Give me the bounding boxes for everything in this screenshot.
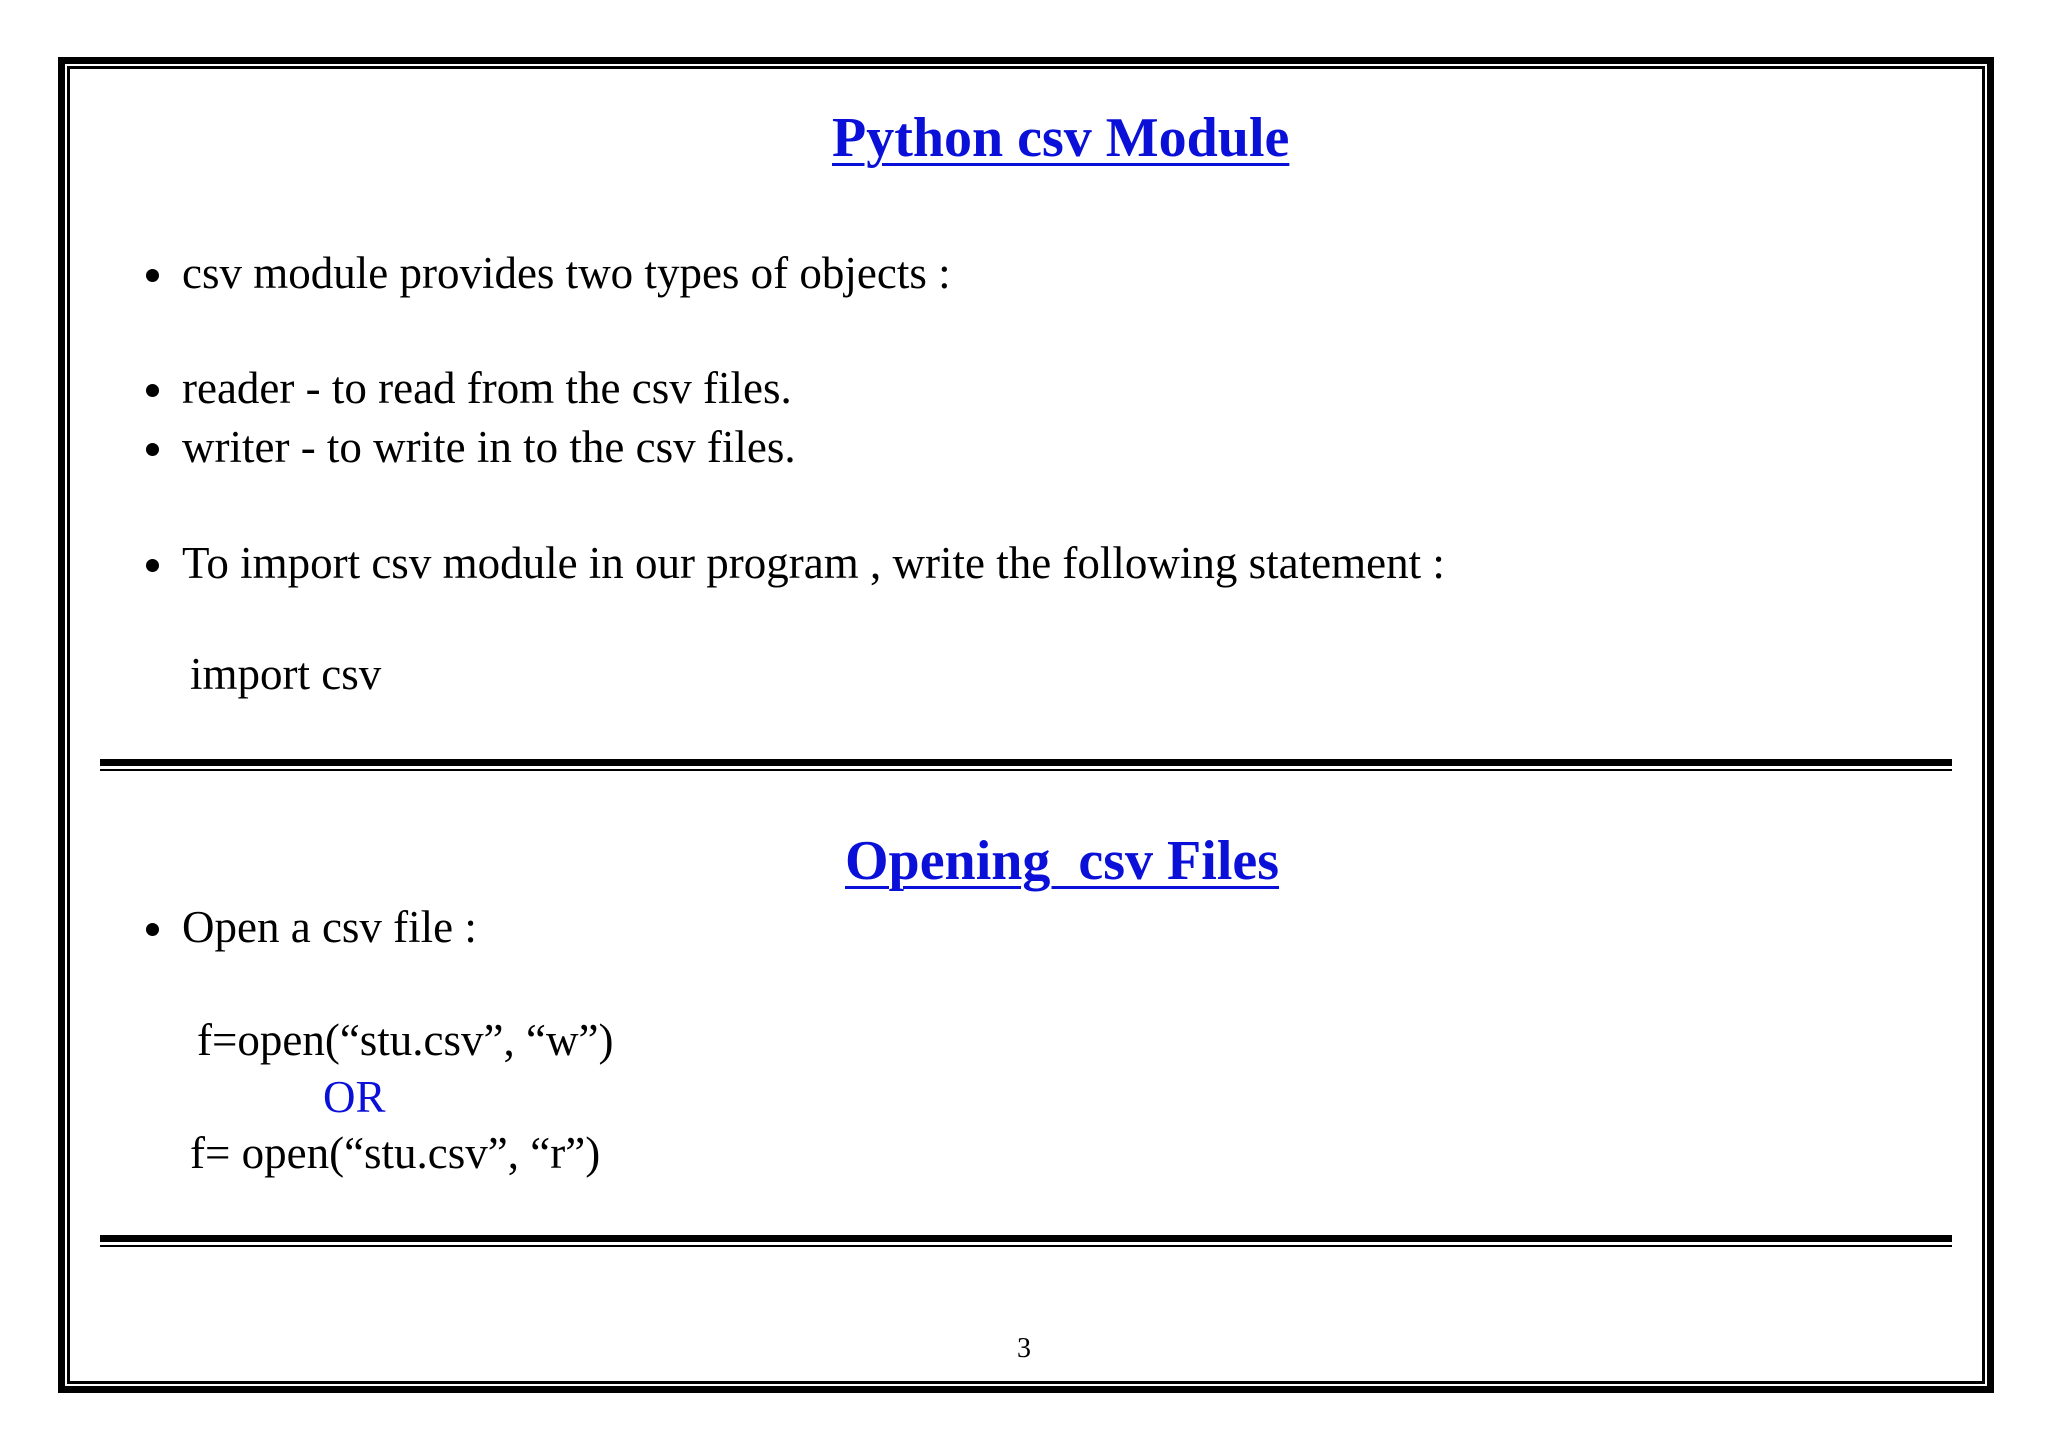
divider-thin-line xyxy=(100,1245,1952,1247)
or-label: OR xyxy=(323,1072,386,1122)
bullet-icon xyxy=(146,559,159,572)
section-2-title: Opening csv Files xyxy=(845,830,1280,892)
section-2-bullet-1 xyxy=(146,899,477,955)
bullet-icon xyxy=(146,384,159,397)
divider-thin-line xyxy=(100,769,1952,771)
bullet-text: Open a csv file : xyxy=(182,902,477,952)
section-1-bullet-3 xyxy=(146,419,796,475)
section-1-bullet-4 xyxy=(146,535,1445,591)
import-statement: import csv xyxy=(190,649,382,699)
section-1-title: Python csv Module xyxy=(832,107,1290,169)
bullet-text: writer - to write in to the csv files. xyxy=(182,422,796,472)
page-number: 3 xyxy=(1017,1333,1031,1364)
bullet-text: reader - to read from the csv files. xyxy=(182,363,792,413)
open-read-statement: f= open(“stu.csv”, “r”) xyxy=(190,1128,601,1178)
open-write-statement: f=open(“stu.csv”, “w”) xyxy=(197,1015,614,1065)
bullet-icon xyxy=(146,269,159,282)
section-divider-2 xyxy=(100,1235,1952,1248)
divider-thick-line xyxy=(100,759,1952,766)
divider-thick-line xyxy=(100,1235,1952,1242)
section-divider-1 xyxy=(100,759,1952,772)
bullet-icon xyxy=(146,443,159,456)
bullet-text: To import csv module in our program , write the following statement : xyxy=(182,538,1445,588)
bullet-icon xyxy=(146,923,159,936)
section-1-bullet-2 xyxy=(146,360,792,416)
bullet-text: csv module provides two types of objects : xyxy=(182,248,951,298)
section-1-bullet-1 xyxy=(146,245,951,301)
